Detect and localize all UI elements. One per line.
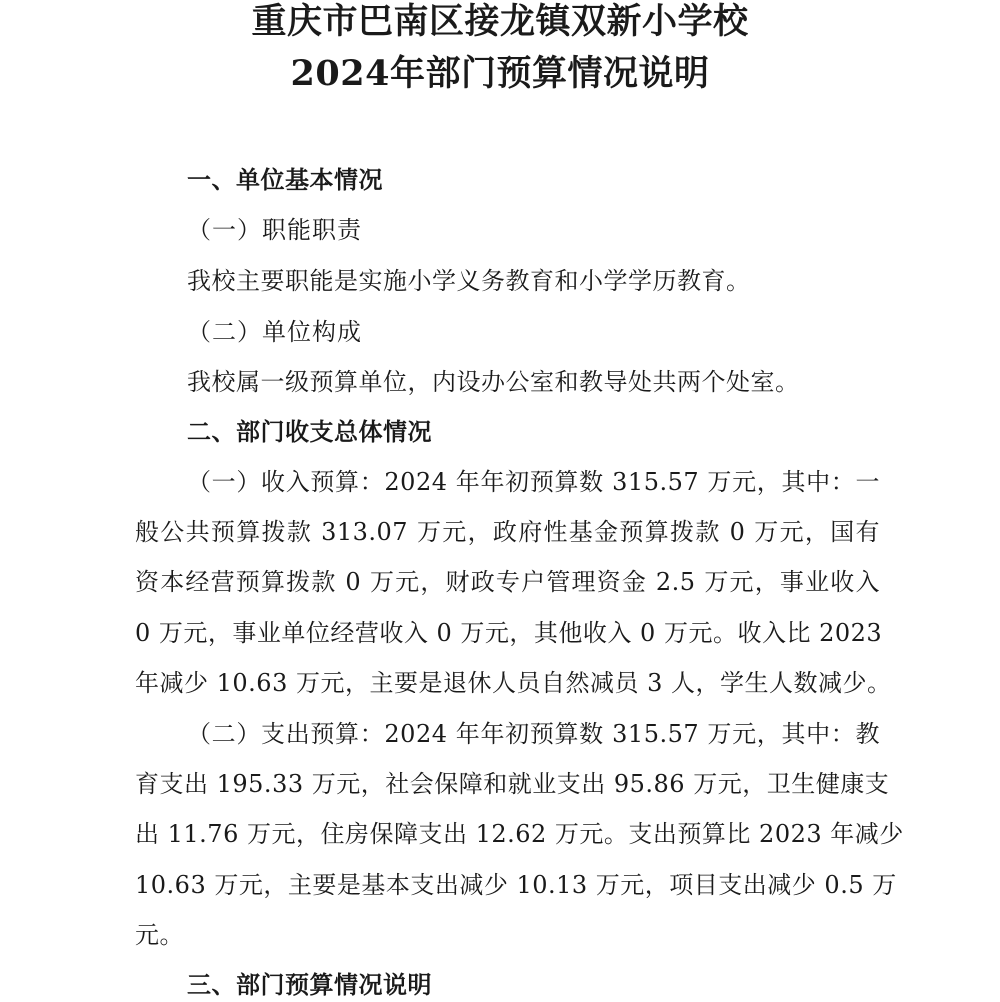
title-line-2: 2024年部门预算情况说明 bbox=[290, 53, 710, 94]
paragraph-line: 0 万元，事业单位经营收入 0 万元，其他收入 0 万元。收入比 2023 bbox=[135, 619, 883, 647]
section-1-heading: 一、单位基本情况 bbox=[187, 165, 383, 194]
paragraph-line: 育支出 195.33 万元，社会保障和就业支出 95.86 万元，卫生健康支 bbox=[135, 770, 890, 798]
paragraph-line: 出 11.76 万元，住房保障支出 12.62 万元。支出预算比 2023 年减少 bbox=[135, 820, 904, 848]
paragraph-line: 资本经营预算拨款 0 万元，财政专户管理资金 2.5 万元，事业收入 bbox=[135, 568, 880, 596]
paragraph-line: 元。 bbox=[135, 921, 184, 949]
section-1-sub1-text: 我校主要职能是实施小学义务教育和小学学历教育。 bbox=[187, 267, 751, 295]
section-3-heading: 三、部门预算情况说明 bbox=[187, 970, 432, 999]
paragraph-line: 10.63 万元，主要是基本支出减少 10.13 万元，项目支出减少 0.5 万 bbox=[135, 871, 897, 899]
section-1-sub2-text: 我校属一级预算单位，内设办公室和教导处共两个处室。 bbox=[187, 368, 800, 396]
section-1-sub2-heading: （二）单位构成 bbox=[187, 318, 362, 346]
paragraph-line: 般公共预算拨款 313.07 万元，政府性基金预算拨款 0 万元，国有 bbox=[135, 518, 880, 546]
paragraph-line: （一）收入预算：2024 年年初预算数 315.57 万元，其中：一 bbox=[187, 468, 880, 496]
section-2-heading: 二、部门收支总体情况 bbox=[187, 417, 432, 446]
paragraph-line: （二）支出预算：2024 年年初预算数 315.57 万元，其中：教 bbox=[187, 720, 880, 748]
paragraph-line: 年减少 10.63 万元，主要是退休人员自然减员 3 人，学生人数减少。 bbox=[135, 669, 892, 697]
title-line-1: 重庆市巴南区接龙镇双新小学校 bbox=[251, 1, 749, 42]
section-1-sub1-heading: （一）职能职责 bbox=[187, 216, 362, 244]
